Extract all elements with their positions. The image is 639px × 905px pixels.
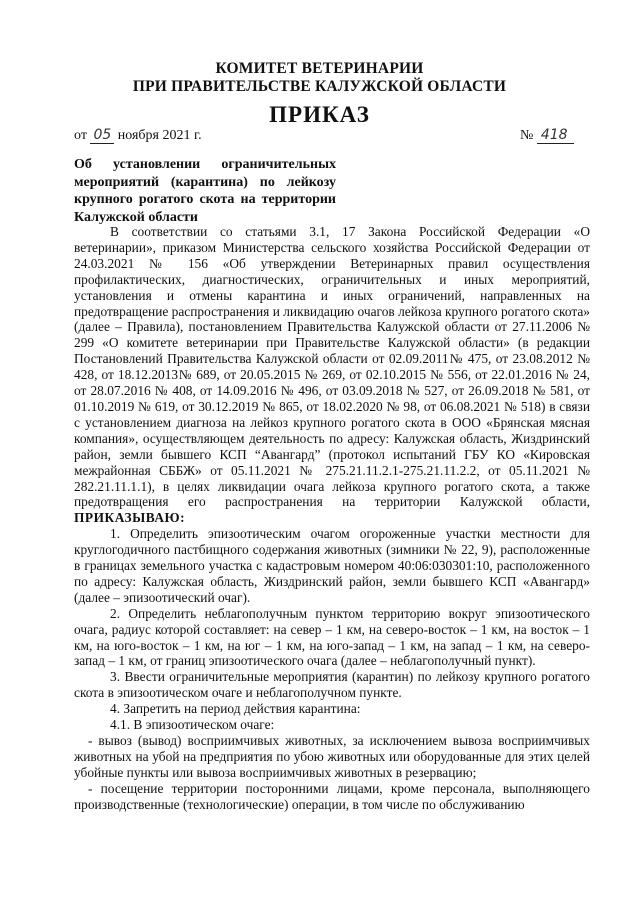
committee-name-line1: КОМИТЕТ ВЕТЕРИНАРИИ bbox=[215, 60, 424, 77]
handwritten-day: 05 bbox=[90, 127, 114, 144]
item-4-1-dash-1: - вывоз (вывод) восприимчивых животных, за исключением вывоза восприимчивых животных на убой на предприятия по убою животных или оборудованные для этих целей убойные пункты или вывоза восприимчивых животных в резервацию; bbox=[74, 733, 590, 780]
date-prefix: от bbox=[74, 128, 87, 143]
committee-name-line2: ПРИ ПРАВИТЕЛЬСТВЕ КАЛУЖСКОЙ ОБЛАСТИ bbox=[132, 78, 507, 95]
preamble-paragraph bbox=[74, 224, 590, 526]
date-month-year: ноября 2021 г. bbox=[117, 128, 202, 143]
document-type-title: ПРИКАЗ bbox=[269, 102, 370, 127]
preamble-text: В соответствии со статьями 3.1, 17 Закона Российской Федерации «О ветеринарии», приказом Министерства сельского хозяйства Российской Федерации от 24.03.2021 № 156 «Об утверждении Ветеринарных правил осуществления профилактических, диагностических, ограничительных и иных мероприятий, установления и отмены карантина и иных ограничений, направленных на предотвращение распространения и ликвидацию очагов лейкоза крупного рогатого скота» (далее – Правила), постановлением Правительства Калужской области от 27.11.2006 № 299 «О комитете ветеринарии при Правительстве Калужской области» (в редакции Постановлений Правительства Калужской области от 02.09.2011№ 475, от 23.08.2012 № 428, от 18.12.2013№ 689, от 20.05.2015 № 269, от 02.10.2015 № 556, от 22.01.2016 № 24, от 28.07.2016 № 408, от 14.09.2016 № 496, от 03.09.2018 № 527, от 26.09.2018 № 581, от 01.10.2019 № 619, от 30.12.2019 № 865, от 18.02.2020 № 98, от 06.08.2021 № 518) в связи с установлением диагноза на лейкоз крупного рогатого скота в ООО «Брянская мясная компания», осуществляющем деятельность по адресу: Калужская область, Жиздринский район, земли бывшего КСП “Авангард” (протокол испытаний ГБУ КО «Кировская межрайонная СББЖ» от 05.11.2021 № 275.21.11.2.1-275.21.11.2.2, от 05.11.2021 № 282.21.11.1.1), в целях ликвидации очага лейкоза крупного рогатого скота, а также предотвращения его распространения на территории Калужской области, bbox=[74, 224, 590, 510]
order-subject: Об установлении ограничительных мероприятий (карантина) по лейкозу крупного рогатого скота на территории Калужской области bbox=[74, 157, 336, 225]
order-keyword: ПРИКАЗЫВАЮ: bbox=[74, 510, 186, 526]
handwritten-number: 418 bbox=[537, 127, 574, 144]
order-date bbox=[74, 127, 202, 144]
number-label: № bbox=[520, 128, 534, 143]
order-body bbox=[74, 224, 590, 813]
item-1: 1. Определить эпизоотическим очагом огороженные участки местности для круглогодичного пастбищного содержания животных (зимники № 22, 9), расположенные в границах земельного участка с кадастровым номером 40:06:030301:10, расположенного по адресу: Калужская область, Жиздринский район, земли бывшего КСП «Авангард» (далее – эпизоотический очаг). bbox=[74, 526, 590, 605]
item-4-1: 4.1. В эпизоотическом очаге: bbox=[110, 717, 275, 733]
item-4: 4. Запретить на период действия карантина: bbox=[110, 701, 361, 717]
order-number bbox=[520, 127, 574, 144]
item-2: 2. Определить неблагополучным пунктом территорию вокруг эпизоотического очага, радиус которой составляет: на север – 1 км, на северо-восток – 1 км, на восток – 1 км, на юго-восток – 1 км, на юг – 1 км, на юго-запад – 1 км, на запад – 1 км, на северо-запад – 1 км, от границ эпизоотического очага (далее – неблагополучный пункт). bbox=[74, 605, 590, 669]
item-4-1-dash-2: - посещение территории посторонними лицами, кроме персонала, выполняющего производственные (технологические) операции, в том числе по обслуживанию bbox=[74, 780, 590, 812]
item-3: 3. Ввести ограничительные мероприятия (карантин) по лейкозу крупного рогатого скота в эпизоотическом очаге и неблагополучном пункте. bbox=[74, 669, 590, 701]
